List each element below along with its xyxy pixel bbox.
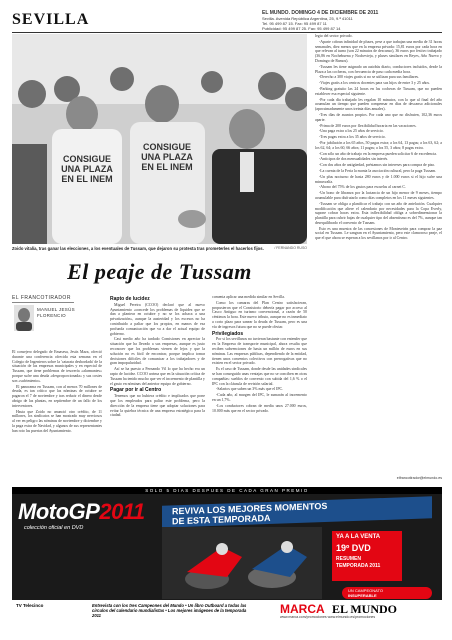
shirt-slogan-middle: CONSIGUE UNA PLAZA EN EL INEM [141, 142, 193, 172]
paragraph: -Tussam les tiene asignado un autobús diario, conductores incluidos, desde la Plaza a las cocheras, con frecuencia de paso cada media hora. [315, 64, 442, 74]
paragraph: -La cuenta de la Feria la monta la asociación cultural, pero la paga Tussam. [319, 168, 437, 173]
subheading: Pagar por ir al Centro [110, 387, 162, 394]
paragraph: -Con dos años de antigüedad, préstamos sin intereses para compra de piso. [319, 163, 436, 168]
paragraph: Hasta que Zoido no anunció otro crédito, de 11 millones, los sindicatos se han mostrado muy nerviosos al ver en peligro las nóminas de noviembre y diciembre y la paga extra de Navidad, y algunos de sus representantes han roto las puertas del Ayuntamiento. [12, 409, 102, 433]
news-photo [12, 34, 307, 244]
masthead-address: Sevilla. Avenida República Argentina, 25, 9.ª 41011 [262, 16, 353, 21]
dvd-on-sale: YA A LA VENTA [336, 534, 381, 540]
text-column-1 [12, 350, 102, 482]
paragraph: Miguel Pereira (CCOO) declaró que al nuevo Ayuntamiento «concede los problemas de liquidez que se dan a plantear en octubre y no se los achaca a una privatización», aunque la austeridad y los excesos no ha contribuido a paliar que los propios, en manos de esa profunda comunicación que va a dar el actual equipo de gobierno. [110, 302, 205, 336]
paragraph: -Prima de 200 euros por flexibilidad horaria en las vacaciones. [319, 123, 417, 128]
ad-strip-text: Entrevista con los tres Campeones del Mundo • Un libro Outboard a todas las circulos del calendario mundialistas • Los mejores imágenes de la temporada 2011 [92, 603, 247, 618]
paragraph: -Abono del 75% de los gastos para escuelas al carnet C. [319, 185, 406, 190]
paragraph: -Los conductores cobran de media unos 27.000 euros, 10.000 más que en el sector privado. [212, 403, 307, 413]
author-portrait [14, 305, 34, 331]
shirt-slogan-left: CONSIGUE UNA PLAZA EN EL INEM [61, 154, 113, 184]
paragraph: -Una paga extra a los 25 años de servicio. [319, 129, 384, 134]
photo-illustration [12, 34, 307, 244]
section-title: SEVILLA [12, 11, 90, 28]
subheading: Rapto de lucidez [110, 296, 150, 302]
photo-caption [12, 246, 307, 251]
page-header [12, 10, 442, 33]
ad-web-links[interactable]: www.marca.com/promociones www.elmundo.es/promociones [280, 615, 376, 619]
author-email[interactable]: elfrancotirador@elmundo.es [396, 476, 442, 480]
columnist-block [12, 295, 74, 347]
paragraph: -Anticipos de dos mensualidades sin interés. [319, 157, 389, 162]
paragraph: legio del sector privado. [315, 34, 353, 38]
ad-banner-line2: DE ESTA TEMPORADA [172, 512, 271, 527]
caption-text: Zoido vitalía, tras ganar las elecciones, a los eventuales de Tussam, que dejaron su protesta tras prometerles el hacerlos fijos. [12, 246, 264, 251]
champ-line1: UN CAMPEONATO [348, 588, 383, 593]
ad-dvd-box [332, 531, 402, 581]
headline: El peaje de Tussam [67, 259, 252, 284]
text-column-2 [110, 295, 205, 482]
paragraph: Tenemos que no hubiera crédito e implicados que pone que los empleados para paliar este problema, pero la dirección de la empresa tiene que adoptar soluciones para evitar la quiebra técnica de una empresa estratégica para la ciudad. [110, 394, 205, 418]
paragraph: -Parking gratuito las 24 horas en las cocheras de Tussam, que no pueden establecer esa especial siguiente. [315, 86, 442, 96]
ad-banner [162, 496, 432, 527]
ad-bottom-strip [12, 600, 442, 622]
paragraph: -Viajes gratis a los centros docentes para sus hijos de entre 3 y 25 años. [319, 81, 430, 86]
ad-banner-line1: REVIVA LOS MEJORES MOMENTOS [172, 500, 328, 517]
author-name: MANUEL JESÚS FLORENCIO [37, 307, 75, 318]
motogp-word: MotoGP [18, 499, 100, 524]
paragraph: -Un bono de libranza por la lactancia de un hijo menor de 9 meses, tiempo acumulable para disfrutarlo como días completos en los 11 meses siguientes. [315, 191, 442, 200]
dvd-season: TEMPORADA 2011 [336, 563, 381, 569]
motogp-year: 2011 [99, 499, 145, 524]
champ-line2: INSUPERABLE [348, 593, 377, 598]
paragraph: -Derecho a 300 viajes gratis si no se utilizan para sus familiares. [319, 75, 420, 80]
paragraph: -Tres días de asuntos propios. Por cada uno que no disfruten, 102,36 euros aparte. [315, 112, 442, 122]
advertisement[interactable] [12, 487, 442, 622]
text-column-3 [212, 295, 307, 482]
paragraph: -Aparte cobran infinidad de pluses, pese a que trabajan una media de 31 horas semanales, diez menos que en la empresa privada: 15,81 euros por cada hora en que relevan al turno (son 22 minutos de descanso), 36 euros por festivo trabajado (36,86 en Nochebuena y Nochevieja, y pluses similares en Reyes, Año Nuevo y Domingo de Ramos). [315, 39, 442, 63]
ad-motogp-logo [18, 499, 145, 525]
ad-champion-badge [342, 587, 432, 599]
motorbike-illustration [162, 527, 322, 599]
text-column-4 [315, 34, 442, 482]
paragraph: Casi medio año ha tardado Comisiones en apreciar la situación que ha llevado a sus empresas, aunque es justo reconocer que los problemas vienen de lejos y que la solución no es fácil de encontrar, porque implica tomar decisiones difíciles de comunicar a los trabajadores y de gran impopularidad. [110, 337, 205, 366]
newspaper-page [12, 10, 442, 632]
dvd-summary: RESUMEN [336, 556, 362, 562]
masthead-phone: Tel. 95 499 87 15. Fax: 95 499 87 11 [262, 21, 327, 26]
paragraph: Como los camaras del Plan Centro satisfacieran, propusieron que el Consistorio debería pagar por acceso al Casco Antiguo en turismo convencional, a razón de 50 céntimos la hora. Este nuevo tributo, aunque no es inmediato a corto plazo para sanear la deuda de Tussam, pero es una vía de ingresos futura que no se puede obviar. [212, 300, 307, 329]
paragraph: -Cada año, al margen del IPC, le sumarán al incremento en un 1,7%. [212, 393, 307, 402]
tv-logo: TV Telecinco [16, 603, 44, 608]
paragraph: -Un plus nocturno de hasta 280 euros y de 1.000 euros si el hijo sufre una minusvalía. [315, 174, 442, 184]
masthead [262, 11, 442, 31]
paragraph: Por si los sevillanos no tuvieran bastante con entender que en la Empresa de transporte municipal, ahora resulta que reciben subvenciones de hasta un millón de euros en sus nóminas. Las empresas públicas, dependiendo de la entidad, tienen unos convenios colectivos con prerrogativas que no existen en el sector privado. [212, 337, 307, 366]
paragraph: -Tres pagas extra a los 35 años de servicio. [319, 135, 386, 140]
paragraph: -Con sólo un año de trabajo en la empresa pueden solicitar 6 de excedencia. [319, 151, 437, 156]
paragraph: comenta aplicar una medida similar en Sevilla. [212, 295, 285, 299]
ad-promo-line: SOLO 5 DIAS DESPUES DE CADA GRAN PREMIO [12, 487, 442, 494]
dvd-number: 19º DVD [336, 543, 371, 553]
photo-credit: / FERNANDO RUSO [274, 246, 307, 250]
column-tag: EL FRANCOTIRADOR [12, 295, 74, 303]
masthead-ads: Publicidad: 95 499 87 25. Fax: 95 499 87 14 [262, 26, 341, 31]
paragraph: -Por cada día trabajado les regalan 10 minutos, con lo que al final del año acumulan un tiempo que pueden compensar en días de descanso adicionales (aproximadamente unos treinta días anuales). [315, 97, 442, 112]
paragraph: Esto es una muestra de las concesiones de Monteseirín para comprar la paz social en Tussam. Le sangran en el Ayuntamiento, pero este clamoroso peaje, el que el que ahora se esperan a los sevillanos por ir al Centro. [315, 226, 442, 241]
masthead-date: EL MUNDO. DOMINGO 4 DE DICIEMBRE DE 2011 [262, 10, 379, 16]
marca-logo: MARCA [280, 602, 325, 616]
paragraph: -Por jubilación a los 65 años, 50 pagas extra; a los 64, 13 pagas; a los 63, 62; a los 62, 64; a los 60, 66 años; 11 pagas; a los 55, 3 años; 8 pagas extra. [315, 140, 442, 150]
paragraph: Es el caso de Tussam, donde desde las unidades sindicales se han conseguido unas ventajas que no se conciben en otras compañías: sueldos de convenio con subida del 1,6 % o el IPC con la cláusula de revisión salarial. [212, 367, 307, 386]
paragraph: -Tussam se obliga a planificar el trabajo con un año de antelación. Cualquier modificación que altere el calendario por necesidades para la Copa Everly, supone cobrar horas extra. Esta inflexibilidad obliga a sobredimensionar la plantilla para cubrir bajas de cualquier tipo del absentismo es del 7%, aunque tan desequilibrado el convenio de Tussam. [315, 201, 442, 225]
elmundo-logo: EL MUNDO [332, 602, 398, 616]
subheading: Privilegiados [212, 330, 244, 337]
ad-collection-text: colección oficial en DVD [24, 525, 84, 531]
paragraph: El consejero delegado de Emasesa, Jesús Maza, ofreció durante una conferencia ofrecida esta semana en el Colegio de Ingenieros sobre la 'catarata desbordada' de la situación de las empresas municipales y en especial de Tussam, que tiene problemas de tesorería «alarmantes» porque sufre una deuda «desproporcionada» y sus costes son «sufrimiento». [12, 350, 102, 383]
paragraph: Así se ha puesto a Fernando Vil lo que ha hecho era un rapto de lucidez. CCOO arrima que en la situación crítica de Tussam ha tenido mucho que ver el incremento de plantilla y el gasto en nóminas del anterior equipo de gobierno. [110, 367, 205, 386]
paragraph: El panorama en Tussam, con al menos 70 millones de deuda, es tan crítico que las nóminas de octubre se pagaron el 7 de noviembre y tras reducir el dinero desde abrigo de las plantas, en septiembre de un fallo de los interventores. [12, 384, 102, 408]
paragraph: -Salarios que suben un 3% más que el IPC. [216, 387, 284, 392]
